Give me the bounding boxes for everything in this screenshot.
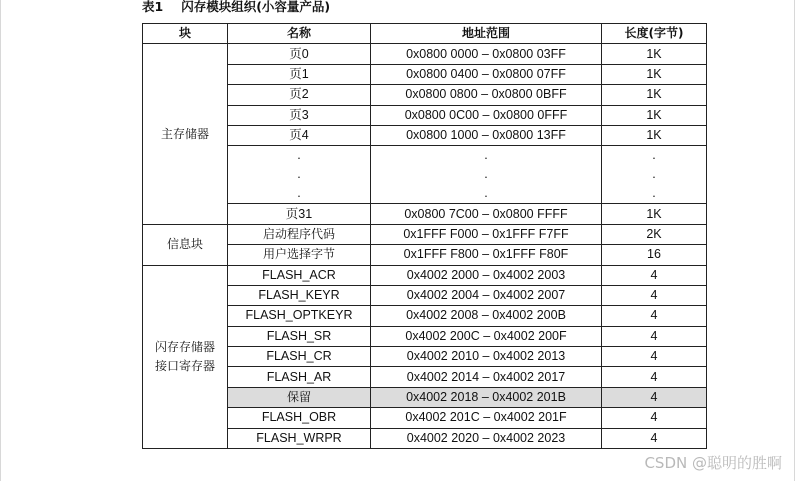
row-length: 4 xyxy=(602,326,707,346)
header-address-range: 地址范围 xyxy=(371,24,602,44)
row-length: 4 xyxy=(602,306,707,326)
block-information: 信息块 xyxy=(143,224,228,265)
row-name: 页0 xyxy=(228,44,371,64)
row-address-range: 0x4002 2010 – 0x4002 2013 xyxy=(371,347,602,367)
row-name: 页1 xyxy=(228,64,371,84)
table-row xyxy=(143,265,707,285)
row-name: FLASH_AR xyxy=(228,367,371,387)
row-address-range: 0x1FFF F000 – 0x1FFF F7FF xyxy=(371,224,602,244)
block-label-line: 接口寄存器 xyxy=(154,358,215,373)
row-length: 4 xyxy=(602,428,707,448)
table-row xyxy=(143,367,707,387)
row-length: 2K xyxy=(602,224,707,244)
row-length: 16 xyxy=(602,245,707,265)
table-row xyxy=(143,44,707,64)
row-name: FLASH_OBR xyxy=(228,408,371,428)
ellipsis-dot: . xyxy=(484,148,488,163)
row-length: 1K xyxy=(602,64,707,84)
row-length: 4 xyxy=(602,387,707,407)
row-address-range: 0x4002 2014 – 0x4002 2017 xyxy=(371,367,602,387)
row-name: 页31 xyxy=(228,204,371,224)
row-length: 4 xyxy=(602,347,707,367)
table-row xyxy=(143,125,707,145)
ellipsis-dot: . xyxy=(652,167,656,182)
row-name: 启动程序代码 xyxy=(228,224,371,244)
table-caption xyxy=(142,0,330,16)
header-row xyxy=(143,24,707,44)
row-name: FLASH_ACR xyxy=(228,265,371,285)
ellipsis-dot: . xyxy=(484,167,488,182)
row-address-range: 0x0800 1000 – 0x0800 13FF xyxy=(371,125,602,145)
table-row xyxy=(143,408,707,428)
row-name: FLASH_OPTKEYR xyxy=(228,306,371,326)
row-length: 4 xyxy=(602,265,707,285)
table-row xyxy=(143,428,707,448)
row-length: 1K xyxy=(602,44,707,64)
table-row xyxy=(143,204,707,224)
row-length: 1K xyxy=(602,125,707,145)
row-address-range: 0x4002 2018 – 0x4002 201B xyxy=(371,387,602,407)
table-row xyxy=(143,306,707,326)
table-row xyxy=(143,285,707,305)
row-address-range: 0x4002 2004 – 0x4002 2007 xyxy=(371,285,602,305)
block-main-memory: 主存储器 xyxy=(143,44,228,224)
row-address-range: 0x0800 0800 – 0x0800 0BFF xyxy=(371,85,602,105)
header-block: 块 xyxy=(143,24,228,44)
table-row xyxy=(143,326,707,346)
row-address-range: 0x0800 0400 – 0x0800 07FF xyxy=(371,64,602,84)
ellipsis-dot: . xyxy=(297,148,301,163)
page-right-edge xyxy=(794,0,795,481)
ellipsis-dot: . xyxy=(652,148,656,163)
watermark: CSDN @聪明的胜啊 xyxy=(644,454,782,472)
row-name: 页2 xyxy=(228,85,371,105)
ellipsis-row xyxy=(143,146,707,204)
block-flash-interface-registers xyxy=(143,265,228,449)
row-length: 4 xyxy=(602,285,707,305)
ellipsis-dot: . xyxy=(297,186,301,201)
block-label-line: 闪存存储器 xyxy=(154,339,215,354)
row-address-range: 0x0800 7C00 – 0x0800 FFFF xyxy=(371,204,602,224)
table-row xyxy=(143,245,707,265)
row-length: 1K xyxy=(602,204,707,224)
ellipsis-name xyxy=(228,146,371,204)
caption-label: 表1 xyxy=(142,0,164,14)
row-address-range: 0x0800 0C00 – 0x0800 0FFF xyxy=(371,105,602,125)
table-row xyxy=(143,224,707,244)
row-name: 页3 xyxy=(228,105,371,125)
row-length: 4 xyxy=(602,408,707,428)
flash-organization-table xyxy=(142,23,707,449)
row-address-range: 0x1FFF F800 – 0x1FFF F80F xyxy=(371,245,602,265)
row-name: FLASH_WRPR xyxy=(228,428,371,448)
row-length: 1K xyxy=(602,85,707,105)
ellipsis-dot: . xyxy=(297,167,301,182)
table-row xyxy=(143,85,707,105)
caption-title: 闪存模块组织(小容量产品) xyxy=(181,0,331,14)
row-address-range: 0x4002 201C – 0x4002 201F xyxy=(371,408,602,428)
row-name: 页4 xyxy=(228,125,371,145)
reserved-row xyxy=(143,387,707,407)
row-name: 用户选择字节 xyxy=(228,245,371,265)
header-name: 名称 xyxy=(228,24,371,44)
row-name: FLASH_KEYR xyxy=(228,285,371,305)
ellipsis-range xyxy=(371,146,602,204)
row-length: 1K xyxy=(602,105,707,125)
row-name: FLASH_SR xyxy=(228,326,371,346)
table-row xyxy=(143,347,707,367)
row-address-range: 0x0800 0000 – 0x0800 03FF xyxy=(371,44,602,64)
row-address-range: 0x4002 2000 – 0x4002 2003 xyxy=(371,265,602,285)
row-address-range: 0x4002 200C – 0x4002 200F xyxy=(371,326,602,346)
row-length: 4 xyxy=(602,367,707,387)
row-name: FLASH_CR xyxy=(228,347,371,367)
row-address-range: 0x4002 2020 – 0x4002 2023 xyxy=(371,428,602,448)
page-left-edge xyxy=(0,0,1,481)
table-row xyxy=(143,105,707,125)
row-name: 保留 xyxy=(228,387,371,407)
ellipsis-length xyxy=(602,146,707,204)
header-length: 长度(字节) xyxy=(602,24,707,44)
ellipsis-dot: . xyxy=(484,186,488,201)
row-address-range: 0x4002 2008 – 0x4002 200B xyxy=(371,306,602,326)
ellipsis-dot: . xyxy=(652,186,656,201)
table-row xyxy=(143,64,707,84)
